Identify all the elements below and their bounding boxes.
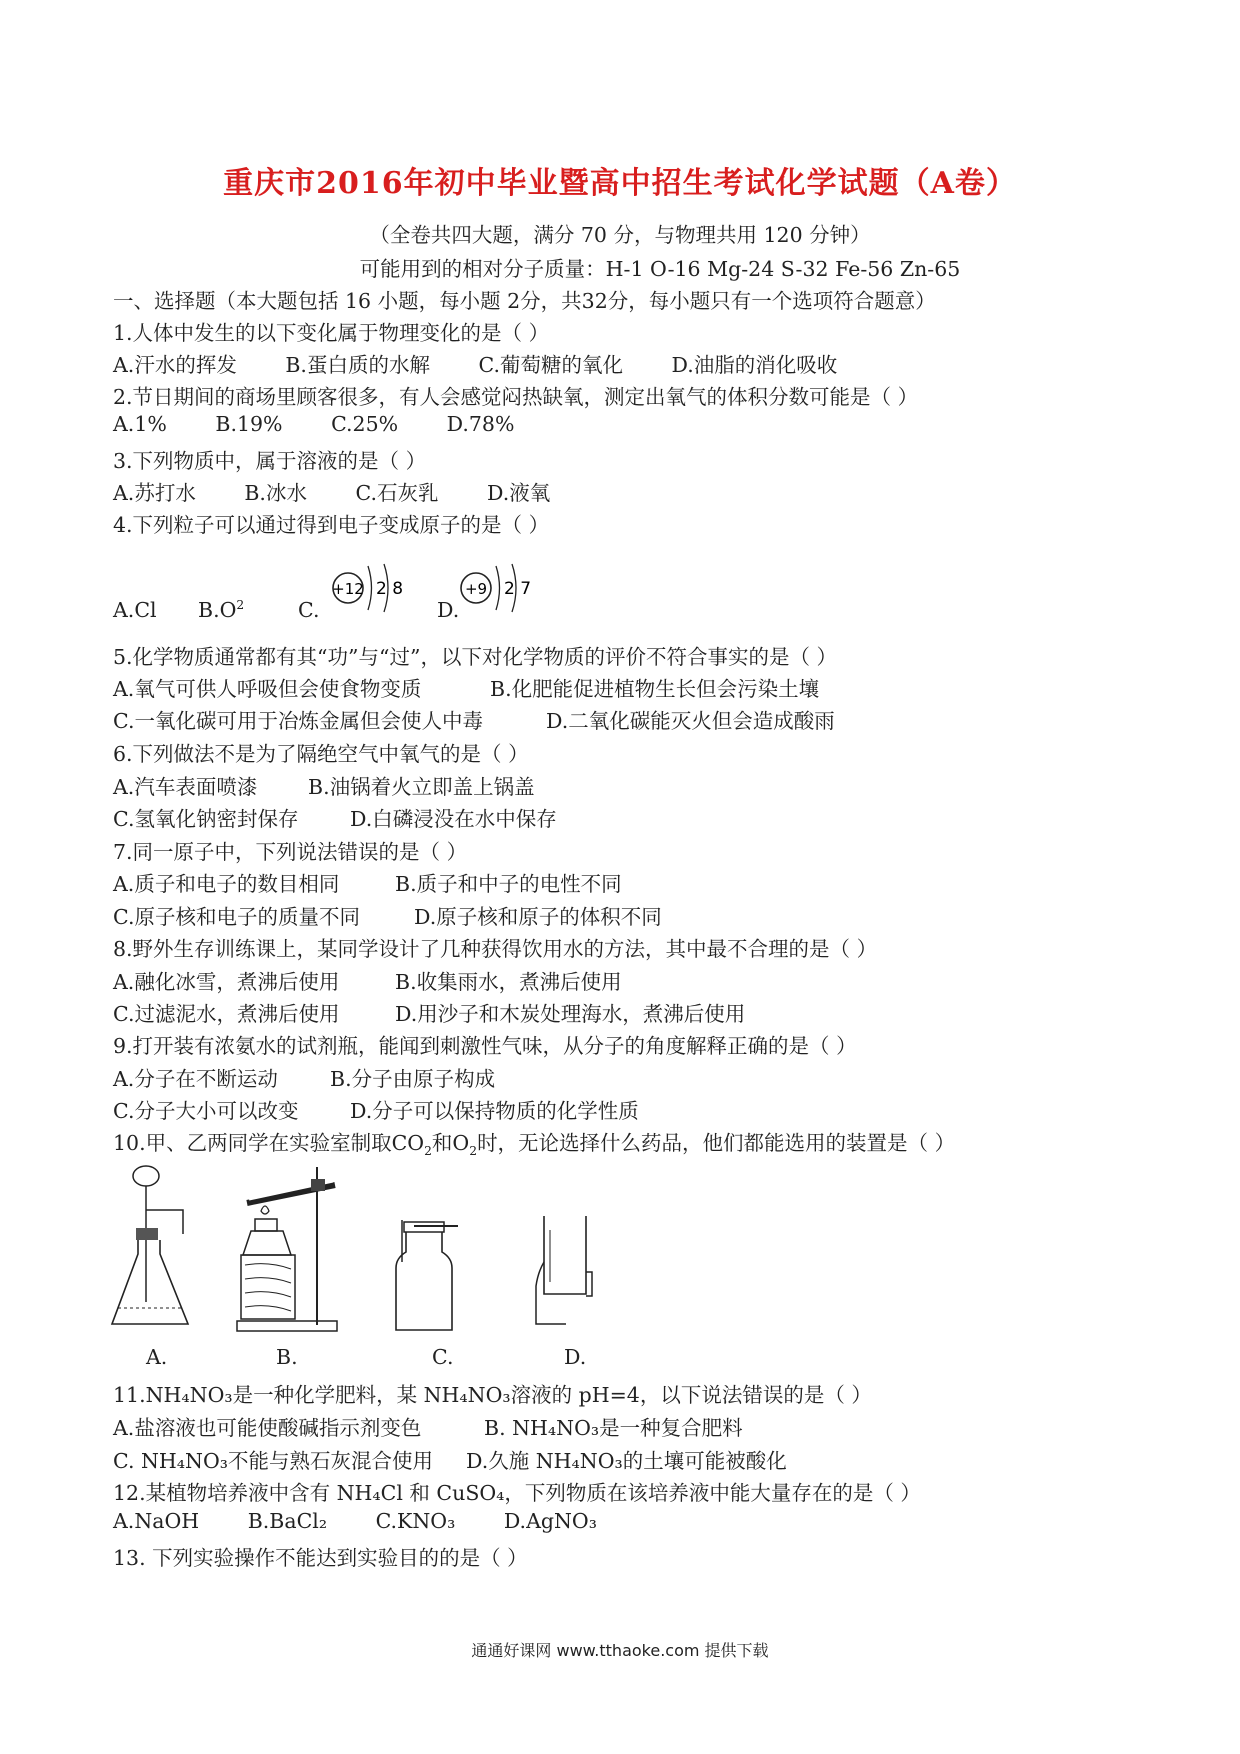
option-c: C.KNO₃ [375,1509,456,1533]
option-c: C.石灰乳 [355,481,439,505]
question-4-option-b: $B.O^2$ [198,598,245,622]
atom-structure-c [328,546,408,616]
question-4-stem: 4.下列粒子可以通过得到电子变成原子的是（ ） [113,513,550,537]
question-2-options [113,412,514,436]
exam-note: （全卷共四大题，满分 70 分，与物理共用 120 分钟） [369,223,871,247]
question-9-option-b: B.分子由原子构成 [330,1067,496,1091]
atomic-mass-note: 可能用到的相对分子质量：H-1 O-16 Mg-24 S-32 Fe-56 Zn-65 [359,257,961,281]
question-8-stem: 8.野外生存训练课上，某同学设计了几种获得饮用水的方法，其中最不合理的是（ ） [113,937,878,961]
question-9-option-d: D.分子可以保持物质的化学性质 [350,1099,639,1123]
question-7-stem: 7.同一原子中，下列说法错误的是（ ） [113,840,468,864]
question-12-options [113,1509,597,1533]
option-a: A.NaOH [113,1509,200,1533]
question-7-option-a: A.质子和电子的数目相同 [113,872,340,896]
question-8-option-b: B.收集雨水，煮沸后使用 [395,970,622,994]
question-5-option-d: D.二氧化碳能灭火但会造成酸雨 [546,709,835,733]
option-b: B.BaCl₂ [247,1509,328,1533]
question-6-option-b: B.油锅着火立即盖上锅盖 [308,775,535,799]
question-6-option-d: D.白磷浸没在水中保存 [350,807,557,831]
option-d: D.液氧 [487,481,551,505]
question-5-stem: 5.化学物质通常都有其“功”与“过”，以下对化学物质的评价不符合事实的是（ ） [113,645,837,669]
option-b: B.蛋白质的水解 [285,353,430,377]
question-4-option-c: C. [298,598,320,622]
apparatus-label-a: A. [146,1345,168,1369]
question-11-stem: 11.NH₄NO₃是一种化学肥料，某 NH₄NO₃溶液的 pH=4，以下说法错误的是（ ） [113,1383,872,1407]
question-7-option-b: B.质子和中子的电性不同 [395,872,622,896]
apparatus-label-b: B. [276,1345,298,1369]
exam-title: 重庆市2016年初中毕业暨高中招生考试化学试题（A卷） [223,166,1017,201]
apparatus-b-heating-tube [235,1165,355,1335]
question-11-option-c: C. NH₄NO₃不能与熟石灰混合使用 [113,1449,433,1473]
question-11-option-a: A.盐溶液也可能使酸碱指示剂变色 [113,1416,422,1440]
question-1-stem: 1.人体中发生的以下变化属于物理变化的是（ ） [113,321,550,345]
question-5-option-c: C.一氧化碳可用于冶炼金属但会使人中毒 [113,709,483,733]
nucleus-label: +9 [464,580,488,598]
question-6-option-a: A.汽车表面喷漆 [113,775,258,799]
question-9-stem: 9.打开装有浓氨水的试剂瓶，能闻到刺激性气味，从分子的角度解释正确的是（ ） [113,1034,857,1058]
option-a: A.苏打水 [113,481,196,505]
apparatus-a-conical-flask [108,1162,208,1337]
option-a: A.1% [113,412,167,436]
question-8-option-c: C.过滤泥水，煮沸后使用 [113,1002,340,1026]
question-11-option-d: D.久施 NH₄NO₃的土壤可能被酸化 [466,1449,787,1473]
apparatus-c-gas-bottle [392,1212,472,1337]
apparatus-label-d: D. [564,1345,587,1369]
page-footer: 通通好课网 www.tthaoke.com 提供下载 [471,1641,769,1660]
question-2-stem: 2.节日期间的商场里顾客很多，有人会感觉闷热缺氧，测定出氧气的体积分数可能是（ ） [113,385,919,409]
question-7-option-d: D.原子核和原子的体积不同 [414,905,662,929]
option-b: B.19% [215,412,283,436]
question-8-option-d: D.用沙子和木炭处理海水，煮沸后使用 [395,1002,746,1026]
apparatus-label-c: C. [432,1345,454,1369]
question-7-option-c: C.原子核和电子的质量不同 [113,905,360,929]
question-11-option-b: B. NH₄NO₃是一种复合肥料 [484,1416,743,1440]
section-heading: 一、选择题（本大题包括 16 小题，每小题 2分，共32分，每小题只有一个选项符合题意） [113,289,936,313]
shell-electrons-label: 2 7 [504,579,532,599]
question-6-stem: 6.下列做法不是为了隔绝空气中氧气的是（ ） [113,742,529,766]
question-3-options [113,476,550,506]
question-6-option-c: C.氢氧化钠密封保存 [113,807,299,831]
question-5-option-b: B.化肥能促进植物生长但会污染土壤 [490,677,820,701]
option-d: D.78% [446,412,515,436]
question-3-stem: 3.下列物质中，属于溶液的是（ ） [113,449,427,473]
question-12-stem: 12.某植物培养液中含有 NH₄Cl 和 CuSO₄，下列物质在该培养液中能大量存在的是（ ） [113,1481,921,1505]
option-c: C.25% [331,412,399,436]
question-9-option-c: C.分子大小可以改变 [113,1099,299,1123]
nucleus-label: +12 [332,580,364,598]
option-c: C.葡萄糖的氧化 [478,353,623,377]
question-5-option-a: A.氧气可供人呼吸但会使食物变质 [113,677,422,701]
shell-electrons-label: 2 8 [376,579,404,599]
option-d: D.油脂的消化吸收 [671,353,838,377]
option-b: B.冰水 [244,481,307,505]
question-13-stem: 13. 下列实验操作不能达到实验目的的是（ ） [113,1546,528,1570]
question-4-option-d: D. [437,598,460,622]
option-a: A.汗水的挥发 [113,353,237,377]
question-8-option-a: A.融化冰雪，煮沸后使用 [113,970,340,994]
option-d: D.AgNO₃ [503,1509,597,1533]
question-9-option-a: A.分子在不断运动 [113,1067,278,1091]
question-4-option-a: A.Cl [113,598,157,622]
atom-structure-d [458,546,538,616]
question-1-options [113,348,837,378]
question-10-stem: 10.甲、乙两同学在实验室制取$CO_2$和$O_2$时，无论选择什么药品，他们都能选用的装置是（ ） [113,1131,956,1159]
apparatus-d-inverted-collector [530,1212,610,1342]
